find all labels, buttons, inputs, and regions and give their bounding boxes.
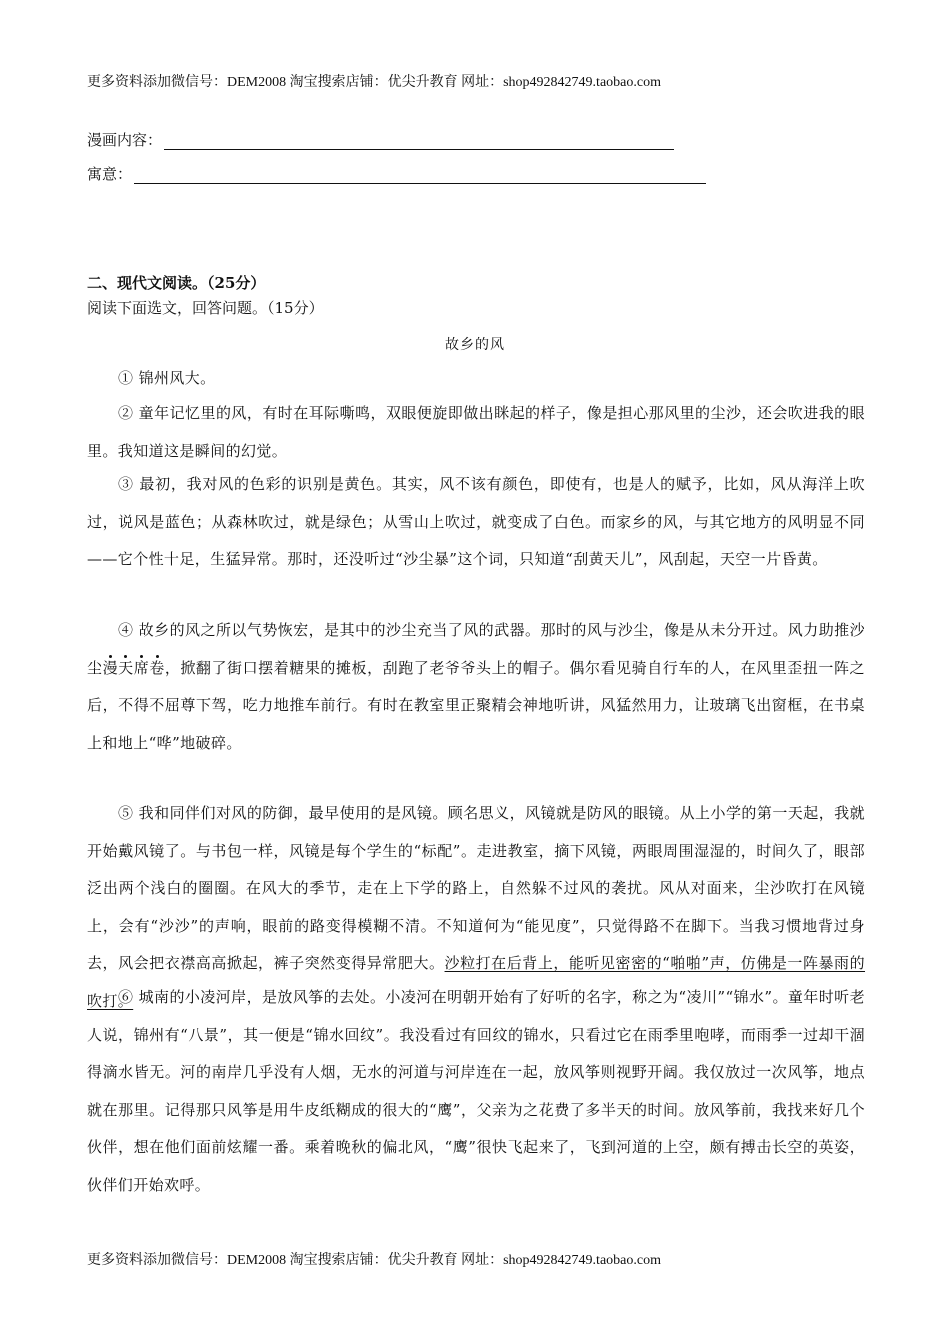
emphasis-dot-char: 席 <box>133 658 150 677</box>
emphasis-dot-char: 天 <box>118 658 134 677</box>
emphasis-dot-char: 卷 <box>149 658 165 677</box>
paragraph-5-text: ⑤ 我和同伴们对风的防御，最早使用的是风镜。顾名思义，风镜就是防风的眼镜。从上小学的第一天起，我就开始戴风镜了。与书包一样，风镜是每个学生的“标配”。走进教室，摘下风镜，两眼周围湿湿的，时间久了，眼部泛出两个浅白的圈圈。在风大的季节，走在上下学的路上，自然躲不过风的袭扰。风从对面来，尘沙吹打在风镜上，会有“沙沙”的声响，眼前的路变得模糊不清。不知道何为“能见度”，只觉得路不在脚下。当我习惯地背过身去，风会把衣襟高高掀起，裤子突然变得异常肥大。 <box>87 804 865 972</box>
paragraph-4-text-b: ，掀翻了街口摆着糖果的摊板，刮跑了老爷爷头上的帽子。偶尔看见骑自行车的人，在风里歪扭一阵之后，不得不屈尊下驾，吃力地推车前行。有时在教室里正聚精会神地听讲，风猛然用力，让玻璃飞出窗框，在书桌上和地上“哗”地破碎。 <box>87 658 865 752</box>
comic-content-blank[interactable] <box>164 133 674 150</box>
comic-meaning-row <box>87 163 706 184</box>
section-heading: 二、现代文阅读。（25分） <box>87 274 266 292</box>
comic-content-row <box>87 129 674 150</box>
underlined-sentence: 沙粒打在后背上，能听见密密的“啪啪”声，仿佛是一阵暴雨的吹打。 <box>87 954 866 1010</box>
comic-meaning-blank[interactable] <box>134 167 706 184</box>
paragraph-2: ② 童年记忆里的风，有时在耳际嘶鸣，双眼便旋即做出眯起的样子，像是担心那风里的尘沙，还会吹进我的眼里。我知道这是瞬间的幻觉。 <box>87 404 865 460</box>
paragraph-4-text-a: ④ 故乡的风之所以气势恢宏，是其中的沙尘充当了风的武器。那时的风与沙尘，像是从未分开过。风力助推沙尘 <box>87 621 865 677</box>
comic-content-label: 漫画内容： <box>87 131 163 149</box>
paragraph-1: ① 锦州风大。 <box>118 369 216 387</box>
comic-meaning-label: 寓意： <box>87 165 133 183</box>
paragraph-6: ⑥ 城南的小凌河岸，是放风筝的去处。小凌河在明朝开始有了好听的名字，称之为“凌川”“锦水”。童年时听老人说，锦州有“八景”，其一便是“锦水回纹”。我没看过有回纹的锦水，只看过它在雨季里咆哮，而雨季一过却干涸得滴水皆无。河的南岸几乎没有人烟，无水的河道与河岸连在一起，放风筝则视野开阔。我仅放过一次风筝，地点就在那里。记得那只风筝是用牛皮纸糊成的很大的“鹰”，父亲为之花费了多半天的时间。放风筝前，我找来好几个伙伴，想在他们面前炫耀一番。乘着晚秋的偏北风，“鹰”很快飞起来了，飞到河道的上空，颇有搏击长空的英姿，伙伴们开始欢呼。 <box>87 988 865 1194</box>
paragraph-3: ③ 最初，我对风的色彩的识别是黄色。其实，风不该有颜色，即使有，也是人的赋予，比如，风从海洋上吹过，说风是蓝色；从森林吹过，就是绿色；从雪山上吹过，就变成了白色。而家乡的风，与其它地方的风明显不同——它个性十足，生猛异常。那时，还没听过“沙尘暴”这个词，只知道“刮黄天儿”，风刮起，天空一片昏黄。 <box>87 475 865 568</box>
page-footer: 更多资料添加微信号：DEM2008 淘宝搜索店铺：优尖升教育 网址：shop492842749.taobao.com <box>87 1253 661 1268</box>
page-header: 更多资料添加微信号：DEM2008 淘宝搜索店铺：优尖升教育 网址：shop492842749.taobao.com <box>87 75 661 90</box>
essay-title: 故乡的风 <box>445 337 505 353</box>
emphasis-dot-char: 漫 <box>102 658 119 677</box>
section-intro: 阅读下面选文，回答问题。（15分） <box>87 299 324 317</box>
paragraph-4 <box>87 612 865 762</box>
